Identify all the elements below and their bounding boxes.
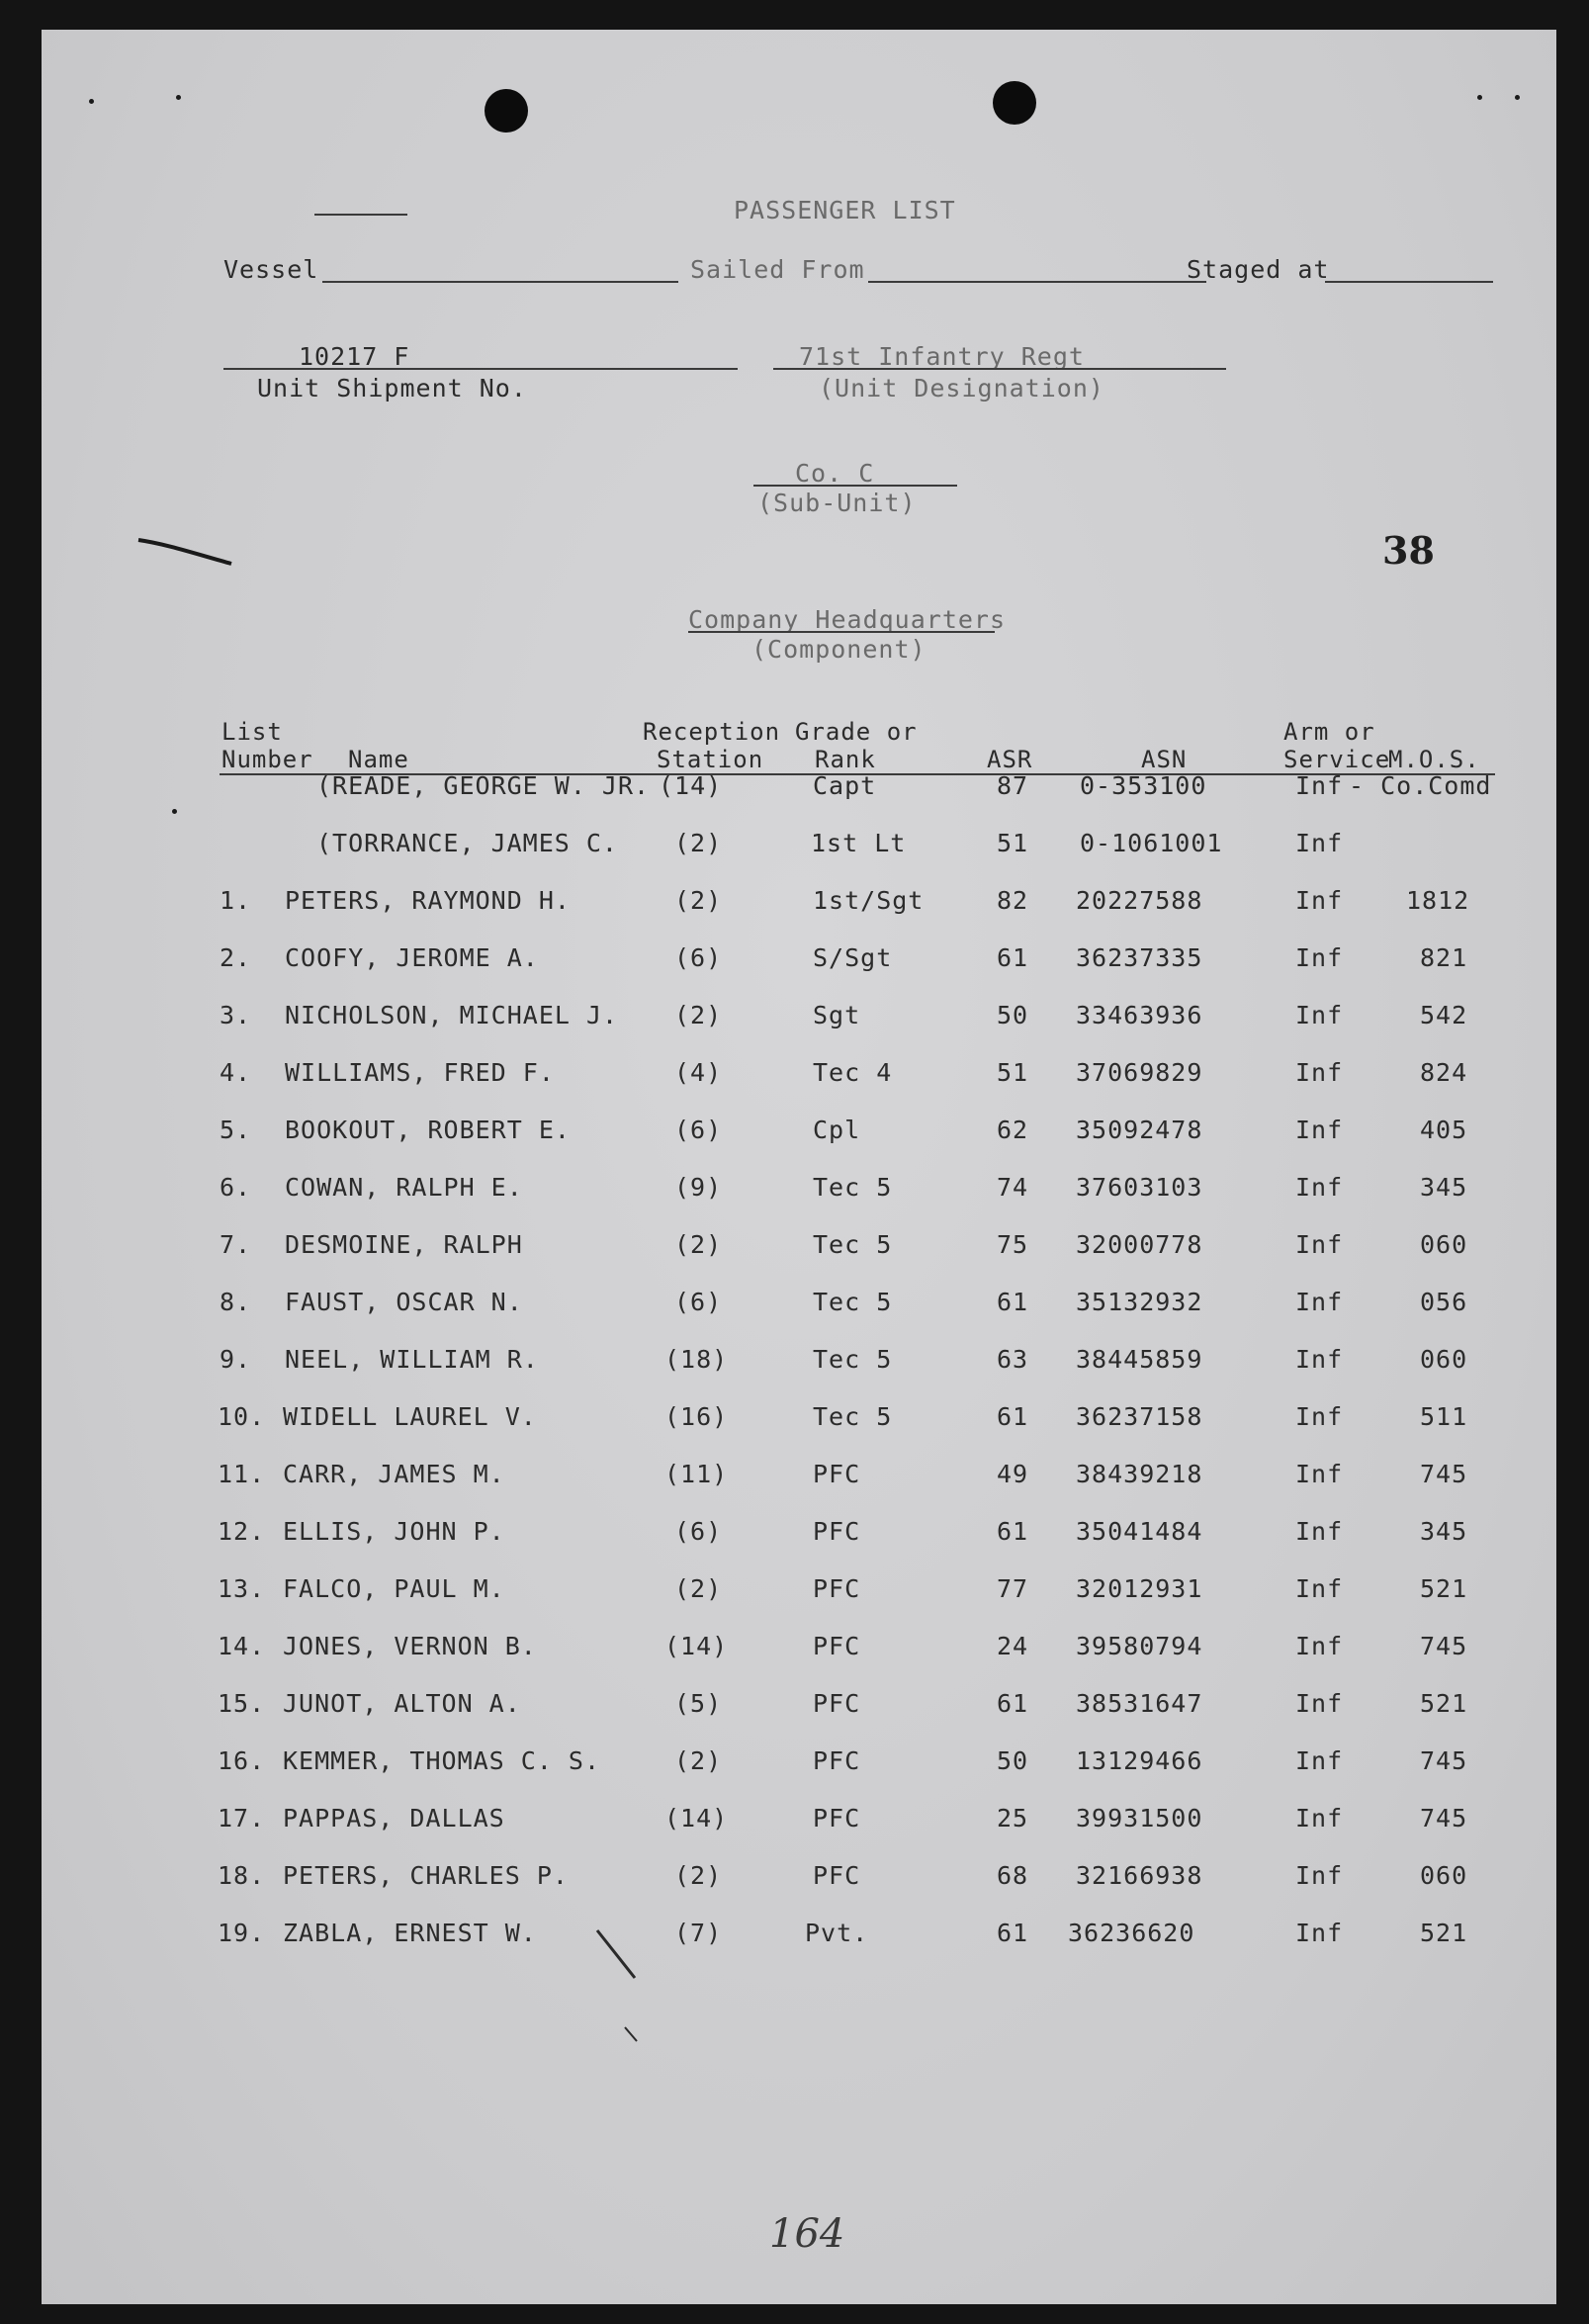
mos-cell: 1812 (1406, 886, 1470, 915)
asn-cell: 39931500 (1076, 1804, 1203, 1832)
unit-shipment-value: 10217 F (299, 342, 410, 371)
table-row (42, 771, 1556, 811)
name-cell: FALCO, PAUL M. (283, 1574, 505, 1603)
asr-cell: 24 (997, 1632, 1029, 1660)
header-service: Service (1283, 746, 1391, 773)
station-cell: (14) (664, 1804, 729, 1832)
grade-cell: Capt (813, 771, 877, 800)
mos-cell: 405 (1420, 1116, 1468, 1144)
list-number-cell: 3. (220, 1001, 252, 1029)
asn-cell: 0-1061001 (1080, 829, 1223, 857)
station-cell: (6) (674, 1517, 723, 1546)
station-cell: (2) (674, 1574, 723, 1603)
header-asn: ASN (1141, 746, 1188, 773)
table-row (42, 1058, 1556, 1098)
asr-cell: 61 (997, 943, 1029, 972)
table-row (42, 1001, 1556, 1040)
name-cell: PAPPAS, DALLAS (283, 1804, 505, 1832)
mos-cell: 511 (1420, 1402, 1468, 1431)
asn-cell: 36237158 (1076, 1402, 1203, 1431)
grade-cell: S/Sgt (813, 943, 893, 972)
list-number-cell: 6. (220, 1173, 252, 1202)
table-row (42, 1345, 1556, 1385)
asn-cell: 37069829 (1076, 1058, 1203, 1087)
mos-cell: 542 (1420, 1001, 1468, 1029)
table-row (42, 1861, 1556, 1901)
arm-cell: Inf (1295, 1058, 1344, 1087)
sailed-from-label: Sailed From (690, 255, 865, 284)
header-reception: Reception (643, 718, 781, 746)
asn-cell: 37603103 (1076, 1173, 1203, 1202)
table-row (42, 943, 1556, 983)
table-row (42, 829, 1556, 868)
staged-at-label: Staged at (1187, 255, 1330, 284)
header-number: Number (221, 746, 313, 773)
table-row (42, 1804, 1556, 1843)
station-cell: (7) (674, 1919, 723, 1947)
grade-cell: Tec 4 (813, 1058, 893, 1087)
asn-cell: 38439218 (1076, 1460, 1203, 1488)
name-cell: WIDELL LAUREL V. (283, 1402, 537, 1431)
header-station: Station (657, 746, 764, 773)
mos-cell: 345 (1420, 1517, 1468, 1546)
asn-cell: 35092478 (1076, 1116, 1203, 1144)
unit-designation-line (773, 368, 1226, 370)
station-cell: (6) (674, 1288, 723, 1316)
name-cell: FAUST, OSCAR N. (285, 1288, 523, 1316)
mos-cell: 521 (1420, 1689, 1468, 1718)
table-row (42, 1402, 1556, 1442)
punch-hole-right (993, 81, 1036, 125)
arm-cell: Inf (1295, 829, 1344, 857)
tick-marks (595, 1928, 655, 2077)
list-number-cell: 13. (218, 1574, 266, 1603)
station-cell: (14) (659, 771, 723, 800)
title-dash (314, 214, 407, 216)
table-row (42, 1689, 1556, 1729)
component-value: Company Headquarters (688, 605, 1007, 634)
arm-cell: Inf (1295, 1345, 1344, 1374)
asn-cell: 32000778 (1076, 1230, 1203, 1259)
station-cell: (2) (674, 1746, 723, 1775)
station-cell: (2) (674, 1001, 723, 1029)
name-cell: BOOKOUT, ROBERT E. (285, 1116, 571, 1144)
arm-cell: Inf (1295, 886, 1344, 915)
grade-cell: PFC (813, 1460, 861, 1488)
grade-cell: PFC (813, 1517, 861, 1546)
asr-cell: 68 (997, 1861, 1029, 1890)
unit-designation-value: 71st Infantry Regt (799, 342, 1085, 371)
station-cell: (2) (674, 829, 723, 857)
list-number-cell: 9. (220, 1345, 252, 1374)
name-cell: PETERS, RAYMOND H. (285, 886, 571, 915)
table-row (42, 1632, 1556, 1671)
header-asr: ASR (987, 746, 1033, 773)
name-cell: NEEL, WILLIAM R. (285, 1345, 539, 1374)
staged-at-line (1325, 281, 1493, 283)
header-mos: M.O.S. (1388, 746, 1480, 773)
table-row (42, 1288, 1556, 1327)
speck (1477, 95, 1482, 100)
sub-unit-line (753, 485, 957, 487)
table-row (42, 1574, 1556, 1614)
asr-cell: 61 (997, 1919, 1029, 1947)
header-list: List (221, 718, 283, 746)
vessel-label: Vessel (223, 255, 319, 284)
station-cell: (2) (674, 1230, 723, 1259)
arm-cell: Inf (1295, 1460, 1344, 1488)
name-cell: JUNOT, ALTON A. (283, 1689, 521, 1718)
mos-cell: 060 (1420, 1230, 1468, 1259)
sub-unit-value: Co. C (795, 459, 875, 488)
grade-cell: Tec 5 (813, 1402, 893, 1431)
name-cell: COOFY, JEROME A. (285, 943, 539, 972)
name-cell: DESMOINE, RALPH (285, 1230, 523, 1259)
speck (89, 99, 94, 104)
mos-cell: 056 (1420, 1288, 1468, 1316)
list-number-cell: 4. (220, 1058, 252, 1087)
arm-cell: Inf (1295, 1288, 1344, 1316)
list-number-cell: 11. (218, 1460, 266, 1488)
station-cell: (11) (664, 1460, 729, 1488)
asn-cell: 36236620 (1068, 1919, 1195, 1947)
table-row (42, 1517, 1556, 1557)
asr-cell: 61 (997, 1517, 1029, 1546)
list-number-cell: 10. (218, 1402, 266, 1431)
station-cell: (4) (674, 1058, 723, 1087)
table-row (42, 1746, 1556, 1786)
asr-cell: 25 (997, 1804, 1029, 1832)
list-number-cell: 17. (218, 1804, 266, 1832)
mos-cell: 345 (1420, 1173, 1468, 1202)
grade-cell: PFC (813, 1746, 861, 1775)
station-cell: (2) (674, 886, 723, 915)
arm-cell: Inf (1295, 1804, 1344, 1832)
asr-cell: 51 (997, 1058, 1029, 1087)
table-row (42, 886, 1556, 926)
asn-cell: 33463936 (1076, 1001, 1203, 1029)
arm-cell: Inf (1295, 1632, 1344, 1660)
component-label: (Component) (751, 635, 927, 664)
asr-cell: 77 (997, 1574, 1029, 1603)
asn-cell: 32166938 (1076, 1861, 1203, 1890)
asn-cell: 0-353100 (1080, 771, 1207, 800)
grade-cell: Tec 5 (813, 1230, 893, 1259)
grade-cell: 1st/Sgt (813, 886, 925, 915)
asn-cell: 39580794 (1076, 1632, 1203, 1660)
grade-cell: Tec 5 (813, 1288, 893, 1316)
name-cell: (READE, GEORGE W. JR. (316, 771, 651, 800)
list-number-cell: 2. (220, 943, 252, 972)
handwritten-note: 164 (769, 2211, 845, 2257)
grade-cell: PFC (813, 1689, 861, 1718)
name-cell: JONES, VERNON B. (283, 1632, 537, 1660)
list-number-cell: 19. (218, 1919, 266, 1947)
header-grade-or: Grade or (795, 718, 918, 746)
name-cell: KEMMER, THOMAS C. S. (283, 1746, 601, 1775)
asn-cell: 13129466 (1076, 1746, 1203, 1775)
arm-cell: Inf (1295, 1001, 1344, 1029)
component-line (688, 631, 995, 633)
pen-stroke-mark (136, 534, 235, 574)
table-row (42, 1173, 1556, 1212)
list-number-cell: 14. (218, 1632, 266, 1660)
grade-cell: PFC (813, 1632, 861, 1660)
asn-cell: 32012931 (1076, 1574, 1203, 1603)
list-number-cell: 5. (220, 1116, 252, 1144)
grade-cell: PFC (813, 1861, 861, 1890)
speck (176, 95, 181, 100)
header-name: Name (348, 746, 409, 773)
mos-cell: 060 (1420, 1861, 1468, 1890)
list-number-cell: 15. (218, 1689, 266, 1718)
station-cell: (18) (664, 1345, 729, 1374)
list-number-cell: 18. (218, 1861, 266, 1890)
mos-cell: 745 (1420, 1804, 1468, 1832)
arm-cell: Inf (1295, 1116, 1344, 1144)
asr-cell: 61 (997, 1402, 1029, 1431)
list-number-cell: 16. (218, 1746, 266, 1775)
table-row (42, 1230, 1556, 1270)
asr-cell: 61 (997, 1288, 1029, 1316)
header-rank: Rank (815, 746, 876, 773)
station-cell: (5) (674, 1689, 723, 1718)
sailed-from-line (868, 281, 1206, 283)
asr-cell: 74 (997, 1173, 1029, 1202)
name-cell: ELLIS, JOHN P. (283, 1517, 505, 1546)
grade-cell: 1st Lt (811, 829, 907, 857)
sub-unit-label: (Sub-Unit) (757, 489, 917, 517)
unit-designation-label: (Unit Designation) (819, 374, 1104, 402)
station-cell: (16) (664, 1402, 729, 1431)
header-arm-or: Arm or (1283, 718, 1375, 746)
mos-cell: 745 (1420, 1746, 1468, 1775)
arm-cell: Inf (1295, 1746, 1344, 1775)
unit-shipment-line (223, 368, 738, 370)
mos-cell: 745 (1420, 1632, 1468, 1660)
list-number-cell: 7. (220, 1230, 252, 1259)
table-row (42, 1116, 1556, 1155)
name-cell: (TORRANCE, JAMES C. (316, 829, 618, 857)
asn-cell: 35041484 (1076, 1517, 1203, 1546)
station-cell: (9) (674, 1173, 723, 1202)
list-number-cell: 8. (220, 1288, 252, 1316)
mos-cell: 521 (1420, 1919, 1468, 1947)
list-number-cell: 1. (220, 886, 252, 915)
document-page (42, 30, 1556, 2304)
grade-cell: PFC (813, 1574, 861, 1603)
arm-cell: Inf (1295, 1574, 1344, 1603)
asn-cell: 35132932 (1076, 1288, 1203, 1316)
mos-cell: 824 (1420, 1058, 1468, 1087)
asr-cell: 50 (997, 1001, 1029, 1029)
grade-cell: Tec 5 (813, 1345, 893, 1374)
asr-cell: 49 (997, 1460, 1029, 1488)
asr-cell: 62 (997, 1116, 1029, 1144)
asr-cell: 50 (997, 1746, 1029, 1775)
unit-shipment-label: Unit Shipment No. (257, 374, 527, 402)
arm-cell: Inf (1295, 771, 1344, 800)
arm-cell: Inf (1295, 1861, 1344, 1890)
asn-cell: 20227588 (1076, 886, 1203, 915)
grade-cell: Tec 5 (813, 1173, 893, 1202)
document-title: PASSENGER LIST (734, 196, 956, 224)
mos-cell: 821 (1420, 943, 1468, 972)
mos-cell: 745 (1420, 1460, 1468, 1488)
punch-hole-left (485, 89, 528, 133)
asn-cell: 38445859 (1076, 1345, 1203, 1374)
arm-cell: Inf (1295, 1689, 1344, 1718)
station-cell: (14) (664, 1632, 729, 1660)
arm-cell: Inf (1295, 1230, 1344, 1259)
name-cell: CARR, JAMES M. (283, 1460, 505, 1488)
mos-cell: 060 (1420, 1345, 1468, 1374)
grade-cell: PFC (813, 1804, 861, 1832)
station-cell: (2) (674, 1861, 723, 1890)
arm-cell: Inf (1295, 1173, 1344, 1202)
arm-cell: Inf (1295, 1919, 1344, 1947)
name-cell: ZABLA, ERNEST W. (283, 1919, 537, 1947)
name-cell: PETERS, CHARLES P. (283, 1861, 569, 1890)
arm-cell: Inf (1295, 1402, 1344, 1431)
asr-cell: 63 (997, 1345, 1029, 1374)
asr-cell: 75 (997, 1230, 1029, 1259)
table-row (42, 1919, 1556, 1958)
name-cell: NICHOLSON, MICHAEL J. (285, 1001, 619, 1029)
asr-cell: 61 (997, 1689, 1029, 1718)
grade-cell: Pvt. (805, 1919, 869, 1947)
grade-cell: Cpl (813, 1116, 861, 1144)
mos-cell: - Co.Comd (1349, 771, 1492, 800)
arm-cell: Inf (1295, 943, 1344, 972)
table-row (42, 1460, 1556, 1499)
name-cell: COWAN, RALPH E. (285, 1173, 523, 1202)
speck (1515, 95, 1520, 100)
list-number-cell: 12. (218, 1517, 266, 1546)
asn-cell: 36237335 (1076, 943, 1203, 972)
asr-cell: 87 (997, 771, 1029, 800)
asn-cell: 38531647 (1076, 1689, 1203, 1718)
station-cell: (6) (674, 1116, 723, 1144)
vessel-line (322, 281, 678, 283)
arm-cell: Inf (1295, 1517, 1344, 1546)
page-number: 38 (1382, 528, 1435, 573)
name-cell: WILLIAMS, FRED F. (285, 1058, 555, 1087)
asr-cell: 51 (997, 829, 1029, 857)
mos-cell: 521 (1420, 1574, 1468, 1603)
grade-cell: Sgt (813, 1001, 861, 1029)
asr-cell: 82 (997, 886, 1029, 915)
station-cell: (6) (674, 943, 723, 972)
